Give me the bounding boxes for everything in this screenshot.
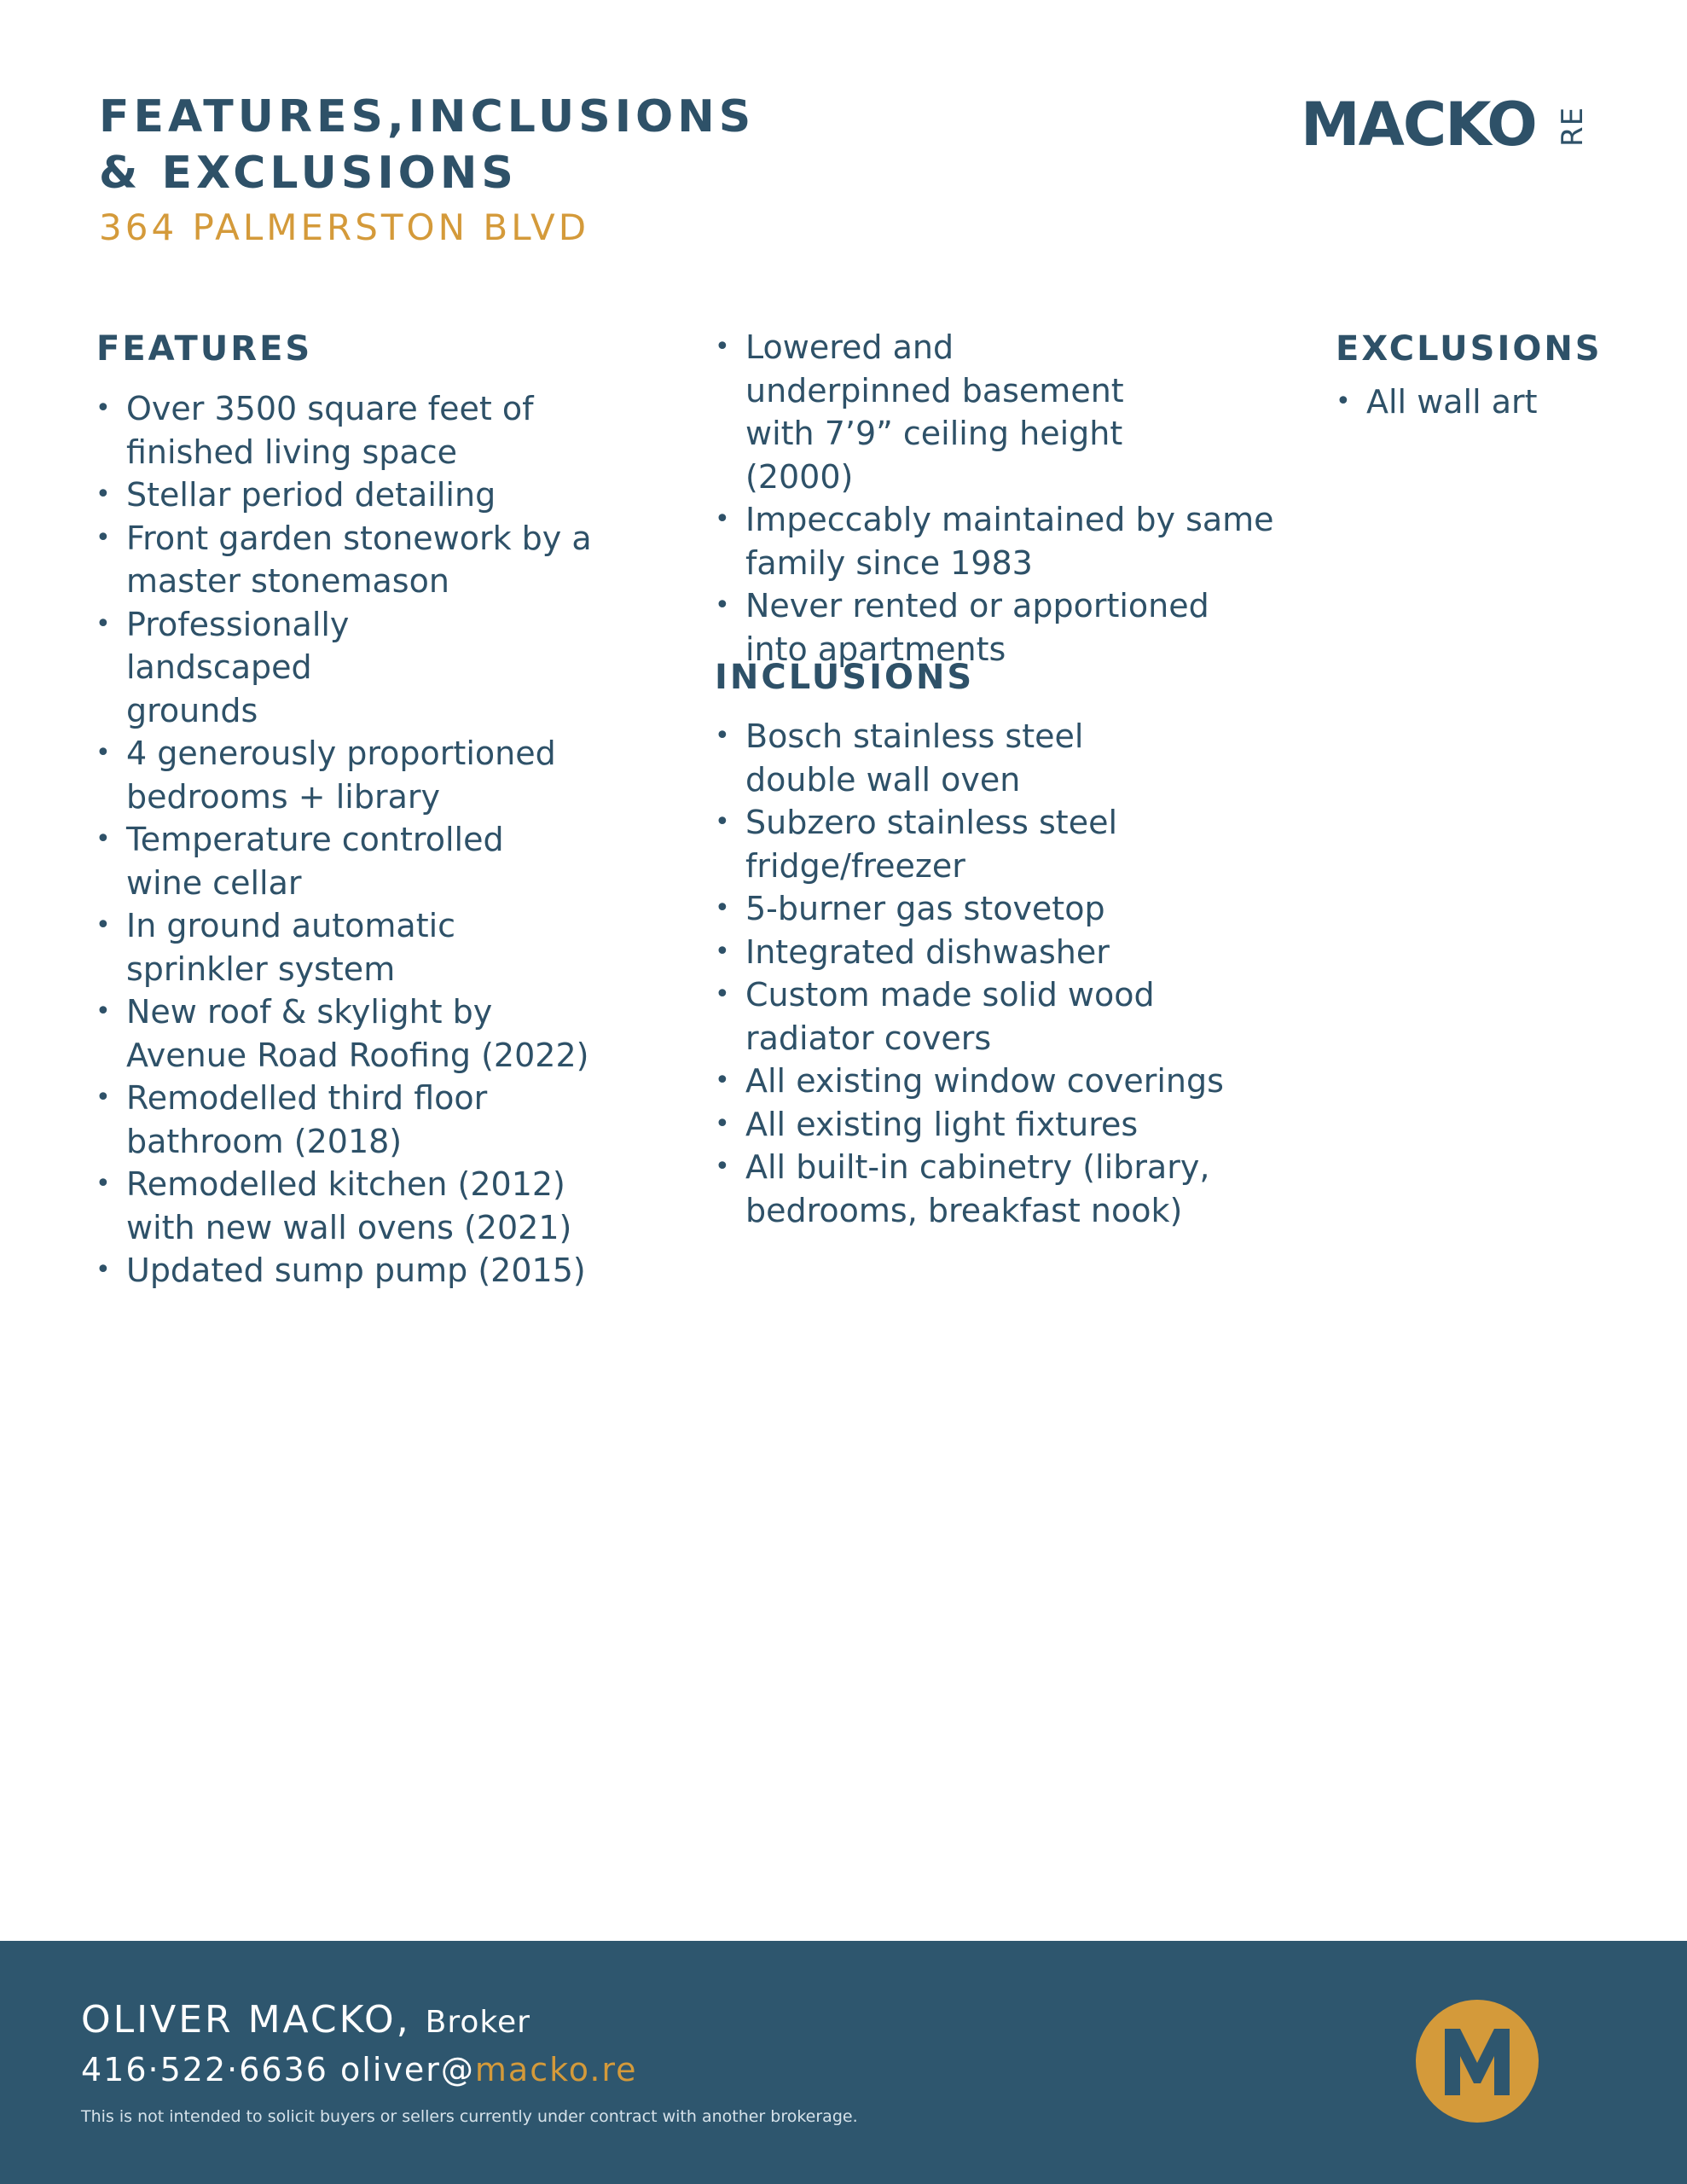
list-item: • Updated sump pump (2015) <box>96 1249 624 1292</box>
list-item: • 5-burner gas stovetop <box>715 887 1278 931</box>
list-item: • All existing light fixtures <box>715 1103 1278 1147</box>
phone-number[interactable]: 416·522·6636 <box>81 2051 328 2088</box>
logo-wordmark: MACKO <box>1301 90 1536 160</box>
list-item: • Professionally landscaped grounds <box>96 603 408 733</box>
inclusions-list <box>715 715 1278 1232</box>
features-heading: FEATURES <box>96 329 313 369</box>
list-item: • Remodelled kitchen (2012) with new wall ovens (2021) <box>96 1163 578 1249</box>
agent-name-text: OLIVER MACKO <box>81 1998 397 2042</box>
features-list <box>96 387 624 1292</box>
list-item: • All built-in cabinetry (library, bedrooms, breakfast nook) <box>715 1146 1257 1232</box>
inclusions-heading: INCLUSIONS <box>715 658 975 697</box>
list-item: • Integrated dishwasher <box>715 931 1278 974</box>
list-item: • All wall art <box>1336 380 1626 424</box>
email-link[interactable] <box>340 2051 638 2088</box>
list-item: • Subzero stainless steel fridge/freezer <box>715 801 1155 887</box>
logo-suffix: RE <box>1556 106 1590 147</box>
list-item: • Impeccably maintained by same family since 1983 <box>715 498 1278 584</box>
list-item: • New roof & skylight by Avenue Road Roofing (2022) <box>96 990 604 1077</box>
page-title <box>99 89 755 201</box>
list-item: • Front garden stonework by a master stonemason <box>96 517 624 603</box>
features-list-continued <box>715 326 1278 671</box>
page-title-line-2: & EXCLUSIONS <box>99 148 518 199</box>
page-title-line-1: FEATURES,INCLUSIONS <box>99 91 756 142</box>
list-item: • Stellar period detailing <box>96 473 624 517</box>
list-item: • Lowered and underpinned basement with 7’9” ceiling height (2000) <box>715 326 1146 498</box>
email-user: oliver@ <box>340 2051 475 2088</box>
exclusions-list <box>1336 380 1626 424</box>
list-item: • Bosch stainless steel double wall oven <box>715 715 1104 801</box>
list-item: • In ground automatic sprinkler system <box>96 904 519 990</box>
exclusions-heading: EXCLUSIONS <box>1336 329 1603 369</box>
name-separator: , <box>396 1998 426 2042</box>
property-address: 364 PALMERSTON BLVD <box>99 206 590 248</box>
agent-title: Broker <box>425 2005 530 2040</box>
list-item: • All existing window coverings <box>715 1060 1278 1103</box>
disclaimer-text: This is not intended to solicit buyers or sellers currently under contract with another brokerage. <box>81 2107 858 2126</box>
list-item: • Remodelled third floor bathroom (2018) <box>96 1077 544 1163</box>
list-item: • Never rented or apportioned into apartments <box>715 584 1223 671</box>
macko-m-mark-icon <box>1416 2000 1539 2123</box>
contact-line <box>81 2051 638 2088</box>
list-item: • Temperature controlled wine cellar <box>96 818 536 904</box>
email-domain: macko.re <box>474 2051 638 2088</box>
macko-logo <box>1301 90 1590 160</box>
mark-circle <box>1416 2000 1539 2123</box>
agent-name <box>81 1998 530 2042</box>
list-item: • Custom made solid wood radiator covers <box>715 973 1189 1060</box>
list-item: • Over 3500 square feet of finished living space <box>96 387 624 473</box>
list-item: • 4 generously proportioned bedrooms + library <box>96 732 624 818</box>
